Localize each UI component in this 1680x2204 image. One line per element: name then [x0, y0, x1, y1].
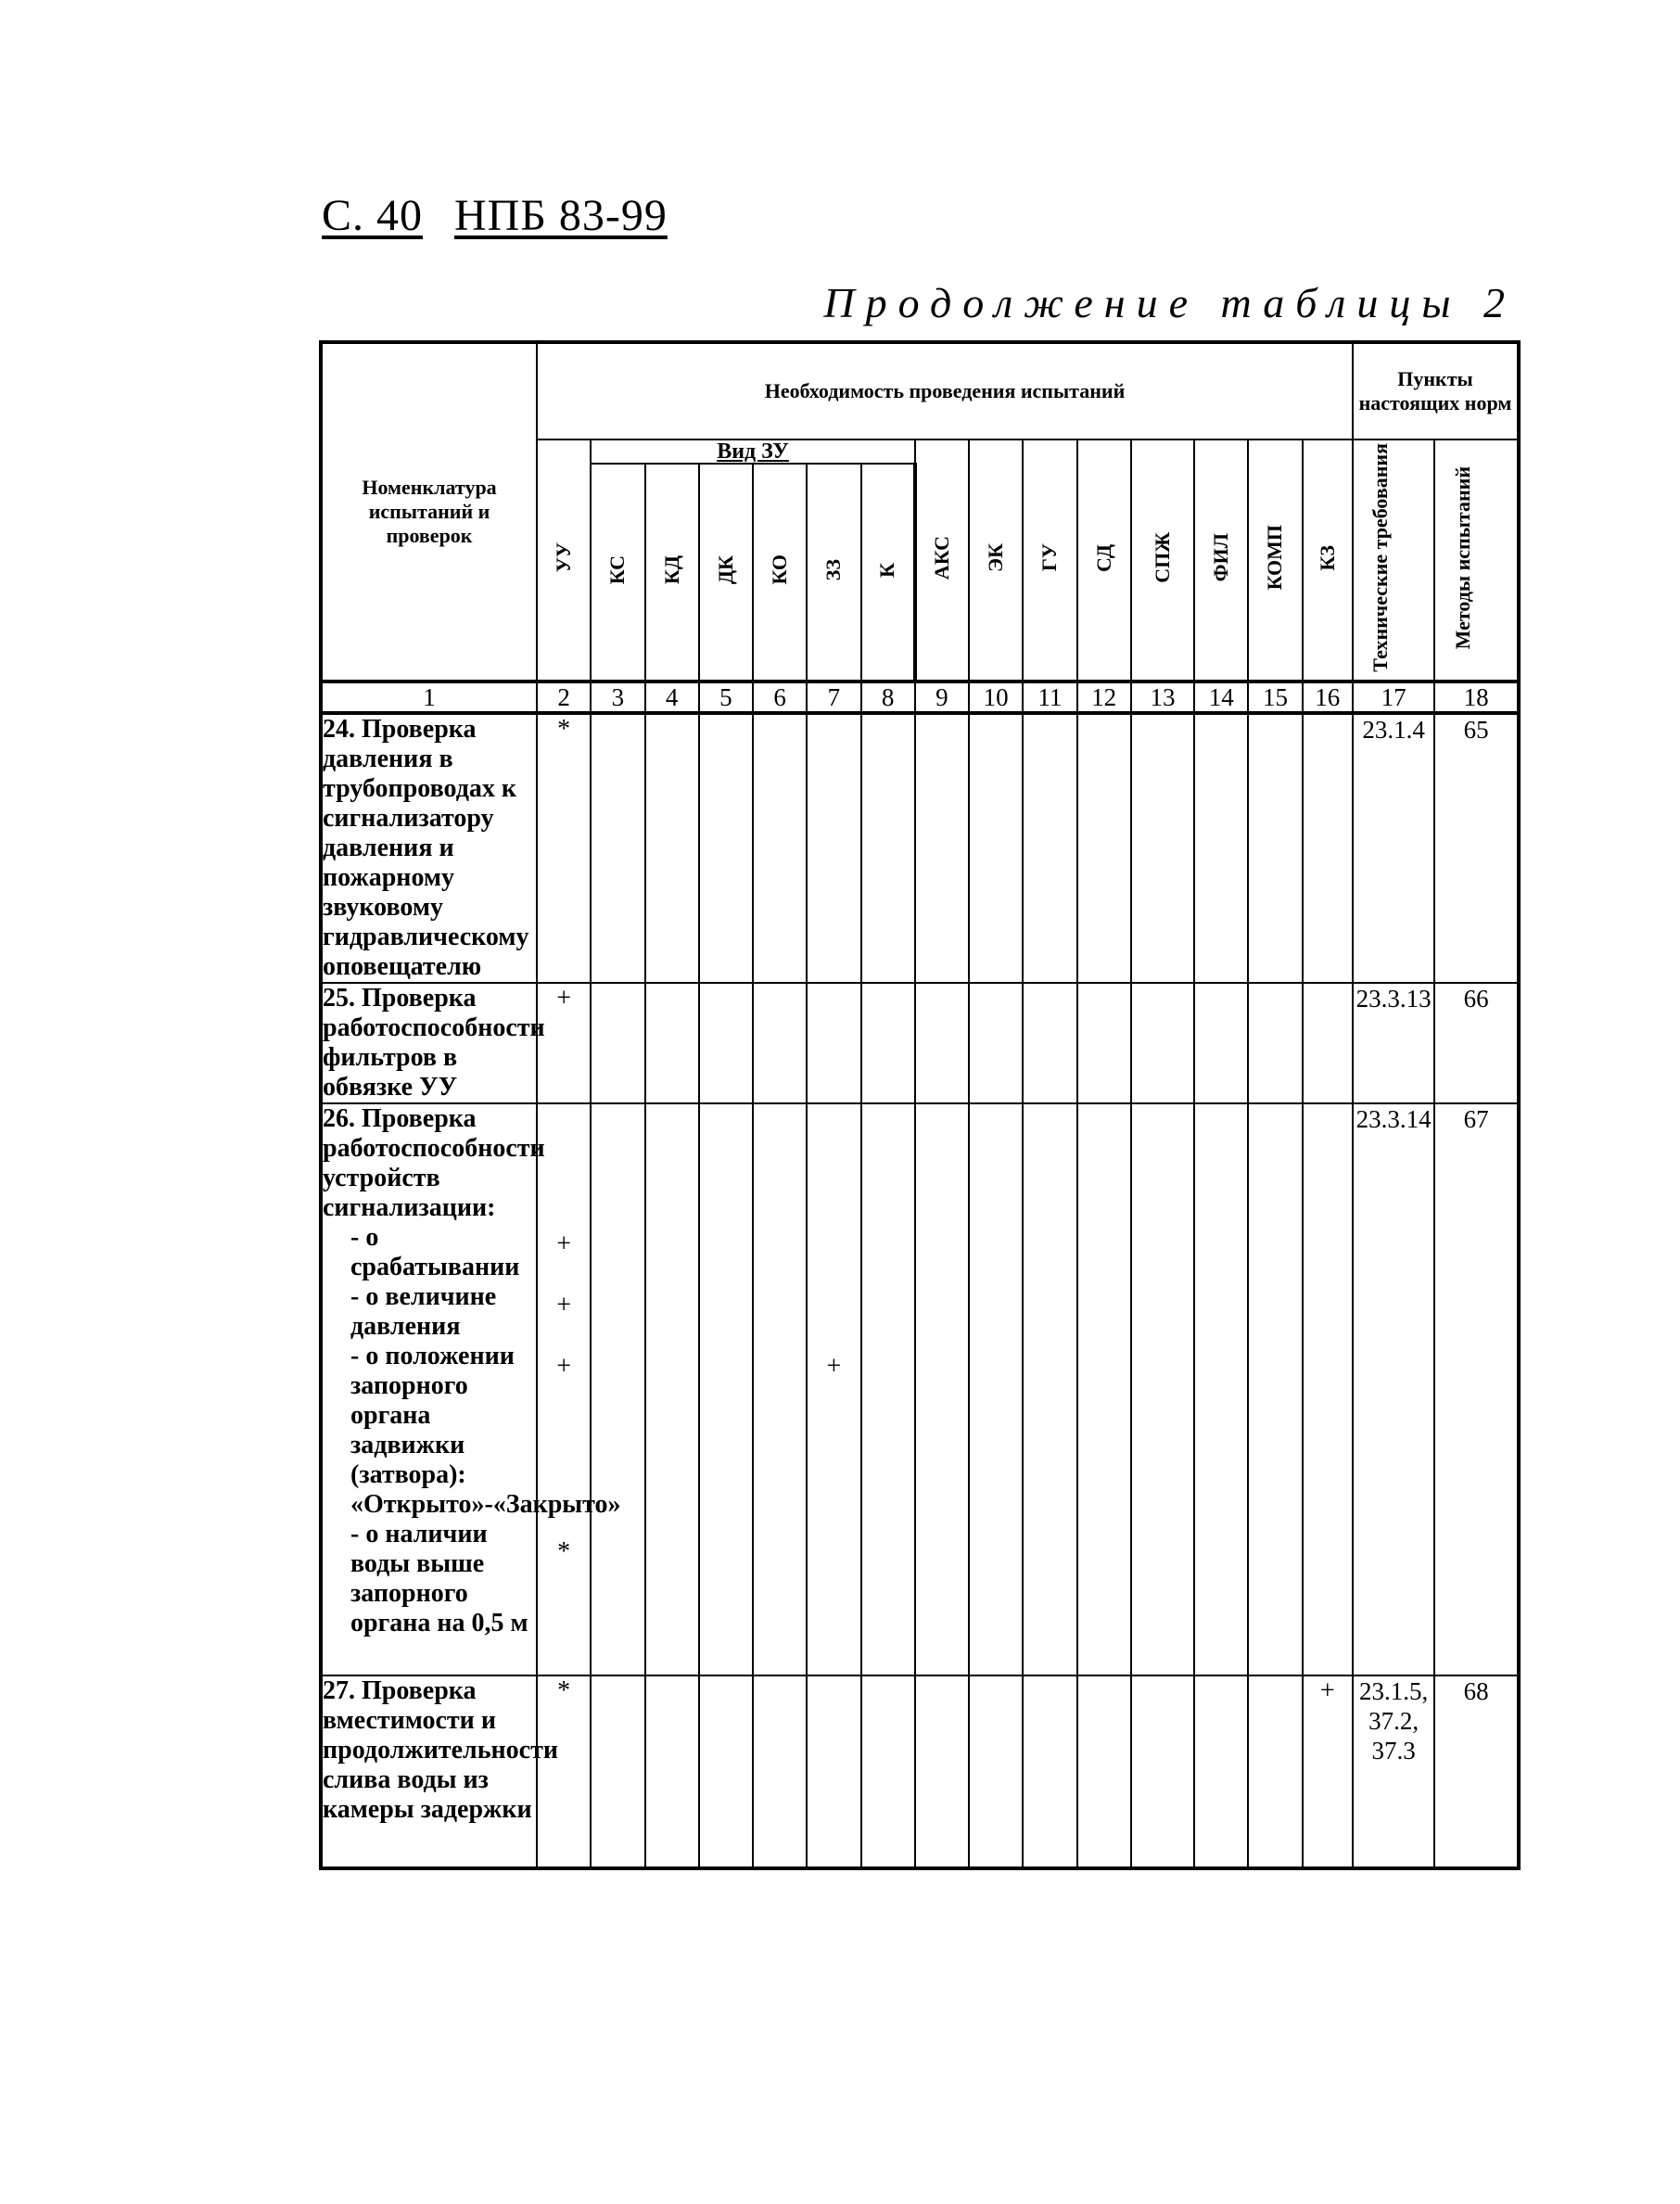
header-col-methods — [1434, 440, 1519, 682]
col-aks-label: АКС — [930, 535, 954, 580]
col-tech-label: Технические требования — [1368, 443, 1393, 672]
mark-kz: + — [1303, 1675, 1353, 1868]
column-number-row — [321, 682, 1519, 713]
col-uu-label: УУ — [552, 542, 576, 573]
col-number: 16 — [1303, 682, 1353, 713]
header-col-kz — [1303, 440, 1353, 682]
col-number: 14 — [1194, 682, 1248, 713]
col-methods-label: Методы испытаний — [1451, 465, 1475, 650]
header-col-fil — [1194, 440, 1248, 682]
method-ref: 66 — [1434, 983, 1519, 1103]
sub-item: - о величине давления — [350, 1282, 497, 1341]
mark-uu: * — [557, 1537, 571, 1566]
col-ek-label: ЭК — [984, 543, 1008, 572]
header-type-zu — [591, 440, 915, 464]
col-number: 5 — [699, 682, 753, 713]
header-need-label: Необходимость проведения испытаний — [764, 379, 1126, 402]
header-col-tech — [1353, 440, 1434, 682]
sub-item: - о положении запорного органа задвижки (затвора): «Открыто»-«Закрыто» — [350, 1342, 621, 1519]
col-fil-label: ФИЛ — [1209, 533, 1233, 582]
col-kd-label: КД — [659, 554, 683, 585]
header-need — [537, 342, 1353, 440]
tech-ref: 23.3.14 — [1353, 1103, 1434, 1675]
method-ref: 67 — [1434, 1103, 1519, 1675]
header-col-zz — [807, 464, 860, 682]
mark-kz — [1303, 713, 1353, 983]
row-name: 26. Проверка работоспособности устройств сигнализации: — [323, 1104, 545, 1222]
row-name-group — [321, 1103, 621, 1675]
col-number: 7 — [807, 682, 860, 713]
page-header — [322, 190, 668, 241]
mark-uu: + — [556, 1291, 572, 1319]
mark-zz — [807, 1675, 860, 1868]
col-dk-label: ДК — [713, 554, 737, 585]
header-col-gu — [1023, 440, 1076, 682]
tech-ref: 23.1.5, 37.2, 37.3 — [1353, 1675, 1434, 1868]
col-kz-label: КЗ — [1315, 544, 1339, 571]
header-col-komp — [1248, 440, 1302, 682]
mark-zz — [807, 983, 860, 1103]
method-ref: 68 — [1434, 1675, 1519, 1868]
tech-ref: 23.3.13 — [1353, 983, 1434, 1103]
col-number: 18 — [1434, 682, 1519, 713]
col-komp-label: КОМП — [1263, 525, 1287, 591]
header-col-ek — [969, 440, 1023, 682]
mark-uu-cell — [537, 1103, 591, 1675]
table-row — [321, 713, 1519, 983]
row-name: 24. Проверка давления в трубопроводах к сигнализатору давления и пожарному звуковому гидравлическому оповещателю — [321, 713, 537, 983]
col-zz-label: ЗЗ — [821, 558, 846, 581]
col-ks-label: КС — [605, 554, 630, 585]
col-number: 9 — [915, 682, 969, 713]
header-points-label: Пункты настоящих норм — [1358, 367, 1512, 414]
header-col-uu — [537, 440, 591, 682]
header-col-sd — [1077, 440, 1131, 682]
col-sd-label: СД — [1091, 543, 1115, 572]
header-col-aks — [915, 440, 969, 682]
sub-item: - о наличии воды выше запорного органа на 0,5 м — [350, 1520, 528, 1637]
col-number: 17 — [1353, 682, 1434, 713]
mark-uu: * — [537, 713, 591, 983]
header-col-ko — [753, 464, 807, 682]
col-k-label: К — [875, 562, 899, 578]
col-number: 3 — [591, 682, 644, 713]
row-name: 25. Проверка работоспособности фильтров в обвязке УУ — [323, 984, 545, 1102]
col-number: 8 — [861, 682, 915, 713]
document-code: НПБ 83-99 — [454, 191, 668, 240]
mark-zz: + — [826, 1352, 842, 1381]
col-number: 6 — [753, 682, 807, 713]
mark-kz — [1303, 983, 1353, 1103]
row-name: 27. Проверка вместимости и продолжительности слива воды из камеры задержки — [321, 1675, 537, 1868]
mark-uu: * — [537, 1675, 591, 1868]
header-col-dk — [699, 464, 753, 682]
col-number: 1 — [321, 682, 537, 713]
col-gu-label: ГУ — [1037, 543, 1062, 572]
requirements-table — [319, 340, 1521, 1870]
col-number: 13 — [1131, 682, 1194, 713]
header-col-spzh — [1131, 440, 1194, 682]
header-col-kd — [645, 464, 699, 682]
header-col-ks — [591, 464, 644, 682]
mark-zz — [807, 713, 860, 983]
page-number: С. 40 — [322, 191, 424, 240]
col-number: 2 — [537, 682, 591, 713]
mark-uu: + — [537, 983, 591, 1103]
col-spzh-label: СПЖ — [1150, 532, 1174, 583]
table-row — [321, 1103, 1519, 1675]
tech-ref: 23.1.4 — [1353, 713, 1434, 983]
mark-zz-cell — [807, 1103, 860, 1675]
header-nomenclature — [321, 342, 537, 682]
col-number: 4 — [645, 682, 699, 713]
sub-item: - о срабатывании — [350, 1223, 520, 1281]
header-col-k — [861, 464, 915, 682]
col-number: 11 — [1023, 682, 1076, 713]
header-points — [1353, 342, 1519, 440]
col-ko-label: КО — [768, 554, 792, 585]
table-row — [321, 1675, 1519, 1868]
table-row — [321, 983, 1519, 1103]
mark-uu: + — [556, 1352, 572, 1381]
col-number: 15 — [1248, 682, 1302, 713]
method-ref: 65 — [1434, 713, 1519, 983]
header-nomenclature-label: Номенклатура испытаний и проверок — [362, 476, 497, 547]
table-continuation-title: Продолжение таблицы 2 — [823, 279, 1516, 326]
mark-uu: + — [556, 1229, 572, 1258]
type-zu-label: Вид ЗУ — [717, 440, 789, 464]
col-number: 10 — [969, 682, 1023, 713]
col-number: 12 — [1077, 682, 1131, 713]
